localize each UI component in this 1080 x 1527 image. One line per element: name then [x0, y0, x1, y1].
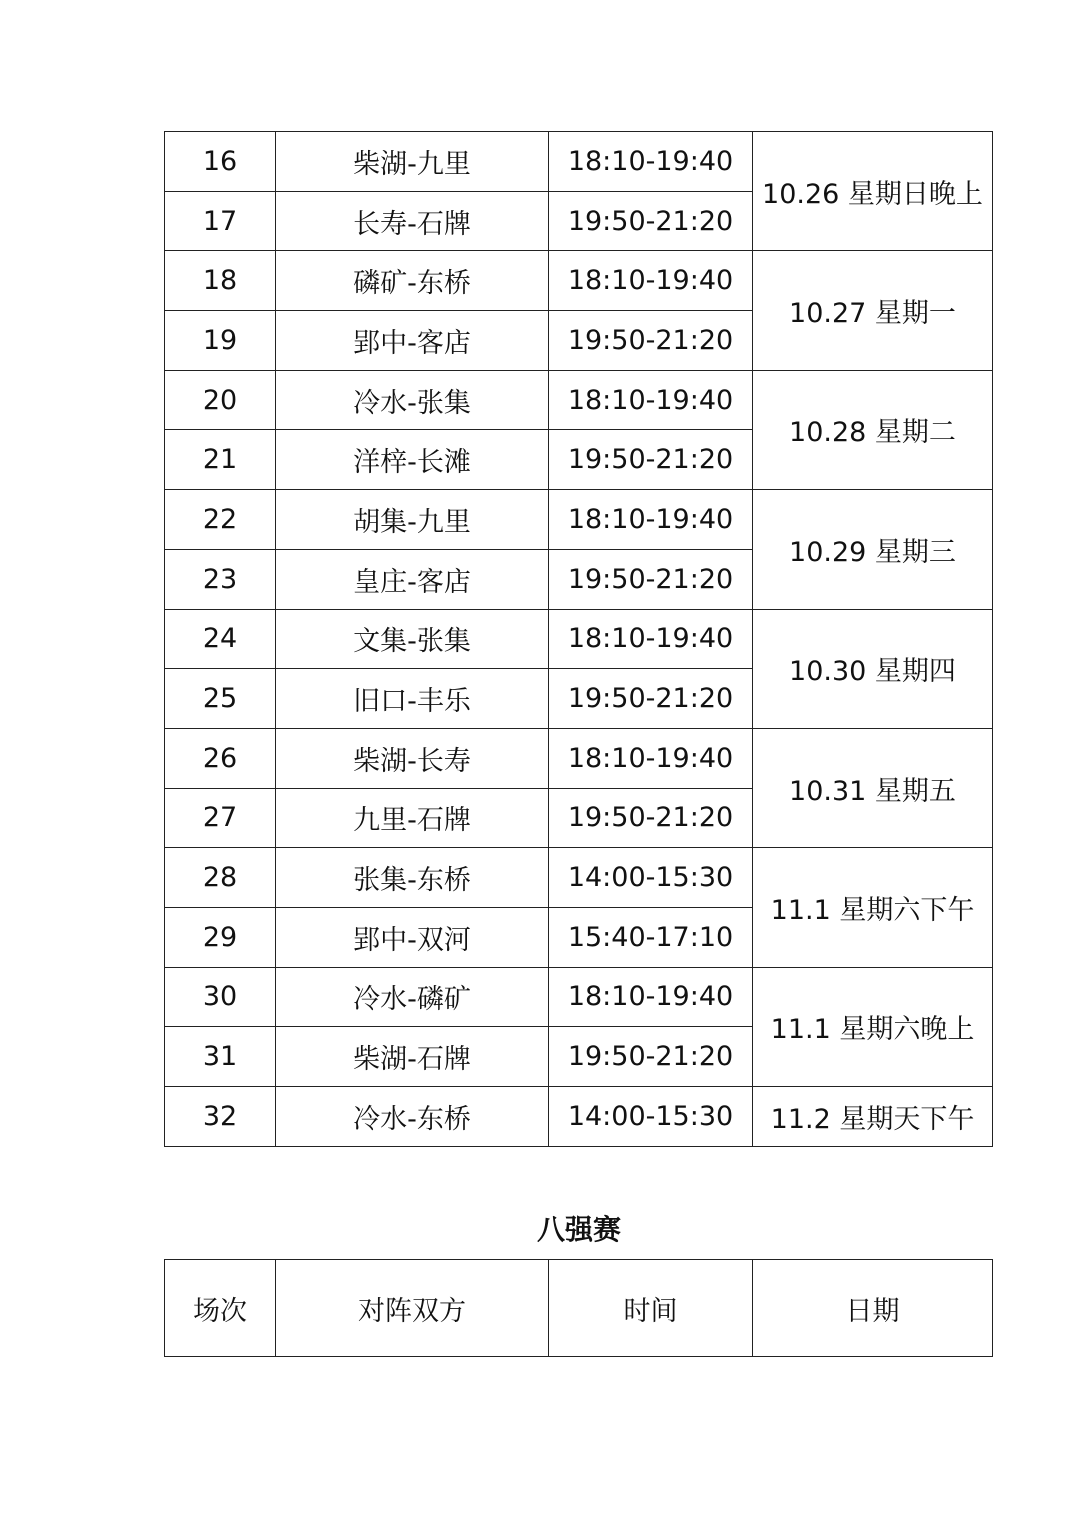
- match-number: 24: [165, 609, 276, 669]
- match-date: 10.30 星期四: [753, 609, 993, 728]
- table-row: [165, 967, 993, 1027]
- header-time: 时间: [549, 1260, 753, 1357]
- match-date: 10.27 星期一: [753, 251, 993, 370]
- match-time: 19:50-21:20: [549, 549, 753, 609]
- table-row: [165, 251, 993, 311]
- section-title: 八强赛: [536, 1213, 621, 1246]
- table-row: [165, 609, 993, 669]
- match-number: 20: [165, 370, 276, 430]
- header-row: [165, 1260, 993, 1357]
- match-date: 10.28 星期二: [753, 370, 993, 489]
- match-number: 21: [165, 430, 276, 490]
- match-number: 27: [165, 788, 276, 848]
- match-teams: 柴湖-石牌: [276, 1027, 549, 1087]
- match-date: 11.1 星期六下午: [753, 848, 993, 967]
- match-teams: 冷水-张集: [276, 370, 549, 430]
- match-number: 30: [165, 967, 276, 1027]
- match-number: 31: [165, 1027, 276, 1087]
- match-teams: 磷矿-东桥: [276, 251, 549, 311]
- header-date: 日期: [753, 1260, 993, 1357]
- match-teams: 皇庄-客店: [276, 549, 549, 609]
- match-teams: 张集-东桥: [276, 848, 549, 908]
- match-time: 19:50-21:20: [549, 1027, 753, 1087]
- match-time: 18:10-19:40: [549, 609, 753, 669]
- match-date: 10.29 星期三: [753, 490, 993, 609]
- match-number: 22: [165, 490, 276, 550]
- match-teams: 胡集-九里: [276, 490, 549, 550]
- match-teams: 洋梓-长滩: [276, 430, 549, 490]
- header-match-teams: 对阵双方: [276, 1260, 549, 1357]
- match-teams: 柴湖-九里: [276, 132, 549, 192]
- match-number: 18: [165, 251, 276, 311]
- match-teams: 冷水-东桥: [276, 1087, 549, 1147]
- match-teams: 旧口-丰乐: [276, 669, 549, 729]
- schedule-table: [164, 131, 993, 1147]
- match-number: 28: [165, 848, 276, 908]
- match-teams: 长寿-石牌: [276, 191, 549, 251]
- match-number: 32: [165, 1087, 276, 1147]
- match-date: 10.31 星期五: [753, 728, 993, 847]
- match-time: 18:10-19:40: [549, 251, 753, 311]
- match-number: 16: [165, 132, 276, 192]
- match-teams: 九里-石牌: [276, 788, 549, 848]
- match-time: 19:50-21:20: [549, 311, 753, 371]
- match-number: 29: [165, 907, 276, 967]
- schedule-body: [165, 132, 993, 1147]
- match-time: 15:40-17:10: [549, 907, 753, 967]
- match-time: 14:00-15:30: [549, 848, 753, 908]
- table-row: [165, 370, 993, 430]
- match-time: 19:50-21:20: [549, 430, 753, 490]
- match-teams: 郢中-双河: [276, 907, 549, 967]
- match-time: 18:10-19:40: [549, 728, 753, 788]
- table-row: [165, 490, 993, 550]
- match-time: 19:50-21:20: [549, 669, 753, 729]
- match-time: 18:10-19:40: [549, 370, 753, 430]
- match-date: 10.26 星期日晚上: [753, 132, 993, 251]
- header-match-number: 场次: [165, 1260, 276, 1357]
- match-teams: 冷水-磷矿: [276, 967, 549, 1027]
- match-time: 18:10-19:40: [549, 967, 753, 1027]
- match-number: 26: [165, 728, 276, 788]
- eight-table: [164, 1259, 993, 1357]
- match-teams: 柴湖-长寿: [276, 728, 549, 788]
- match-teams: 文集-张集: [276, 609, 549, 669]
- match-teams: 郢中-客店: [276, 311, 549, 371]
- match-time: 19:50-21:20: [549, 191, 753, 251]
- match-number: 23: [165, 549, 276, 609]
- match-time: 18:10-19:40: [549, 490, 753, 550]
- table-row: [165, 1087, 993, 1147]
- table-row: [165, 728, 993, 788]
- match-time: 18:10-19:40: [549, 132, 753, 192]
- match-time: 14:00-15:30: [549, 1087, 753, 1147]
- match-date: 11.1 星期六晚上: [753, 967, 993, 1086]
- table-row: [165, 132, 993, 192]
- table-row: [165, 848, 993, 908]
- match-number: 19: [165, 311, 276, 371]
- match-number: 25: [165, 669, 276, 729]
- match-number: 17: [165, 191, 276, 251]
- match-date: 11.2 星期天下午: [753, 1087, 993, 1147]
- match-time: 19:50-21:20: [549, 788, 753, 848]
